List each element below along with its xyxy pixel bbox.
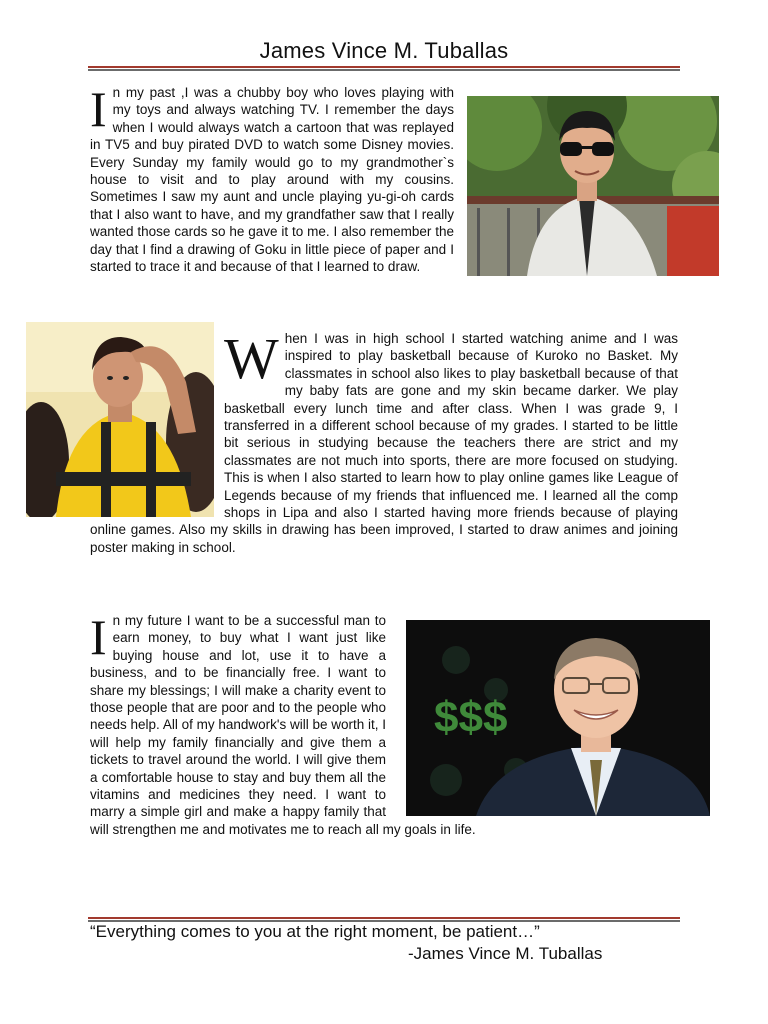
section-future-body: n my future I want to be a successful man to earn money, to buy what I want just like buying house and lot, use it to have a business, and to be financially free. I want to share my blessings; I will make a charity event to those people that are poor and to the people who needs help. All of my handwork's will be worth it, I will help my family financially and give them a tickets to travel around the world. I will give them a comfortable house to stay and buy them all the vitamins and medicines they need. I want to marry a simple girl and make a happy family that will strengthen me and motivates me to reach all my goals in life. (90, 613, 476, 837)
section-future-text (90, 609, 678, 838)
photo-spacer (90, 330, 224, 520)
photo-boy-sunglasses (467, 96, 719, 276)
dropcap-i: I (90, 81, 107, 137)
dropcap-w: W (224, 326, 279, 391)
section-highschool-text (90, 326, 678, 556)
dollar-signs: $$$ (434, 693, 508, 742)
section-childhood-text (90, 81, 454, 275)
section-highschool-body: hen I was in high school I started watching anime and I was inspired to play basketball because of Kuroko no Basket. My classmates in school also likes to play basketball because of that my baby fats are gone and my skin became darker. We play basketball every lunch time and after class. When I was grade 9, I transferred in a different school because of my grades. I started to be little bit serious in studying because the teachers there are strict and my classmates are not much into sports, there are more focused on studying. This is when I also started to learn how to play online games like League of Legends because of my friends that influenced me. I learned all the comp shops in Lipa and also I started having more friends because of playing online games. Also my skills in drawing has been improved, I started to draw animes and joining poster making in school. (90, 331, 678, 555)
dropcap-i-2: I (90, 609, 107, 665)
quote-text: “Everything comes to you at the right moment, be patient…” (90, 922, 540, 941)
section-childhood-body: n my past ,I was a chubby boy who loves playing with my toys and always watching TV. I remember the days when I would always watch a cartoon that was replayed in TV5 and buy pirated DVD to watch some Disney movies. Every Sunday my family would go to my grandmother`s house to visit and to play around with my cousins. Sometimes I saw my aunt and uncle playing yu-gi-oh cards that I also want to have, and my grandfather saw that I really wanted those cards so he gave it to me. I also remember the day that I find a drawing of Goku in little piece of paper and I started to trace it and because of that I learned to draw. (90, 85, 454, 275)
quote-author: -James Vince M. Tuballas (408, 944, 603, 963)
photo-spacer-right (386, 612, 678, 817)
page-title: James Vince M. Tuballas (259, 38, 509, 63)
title-divider (88, 66, 680, 71)
